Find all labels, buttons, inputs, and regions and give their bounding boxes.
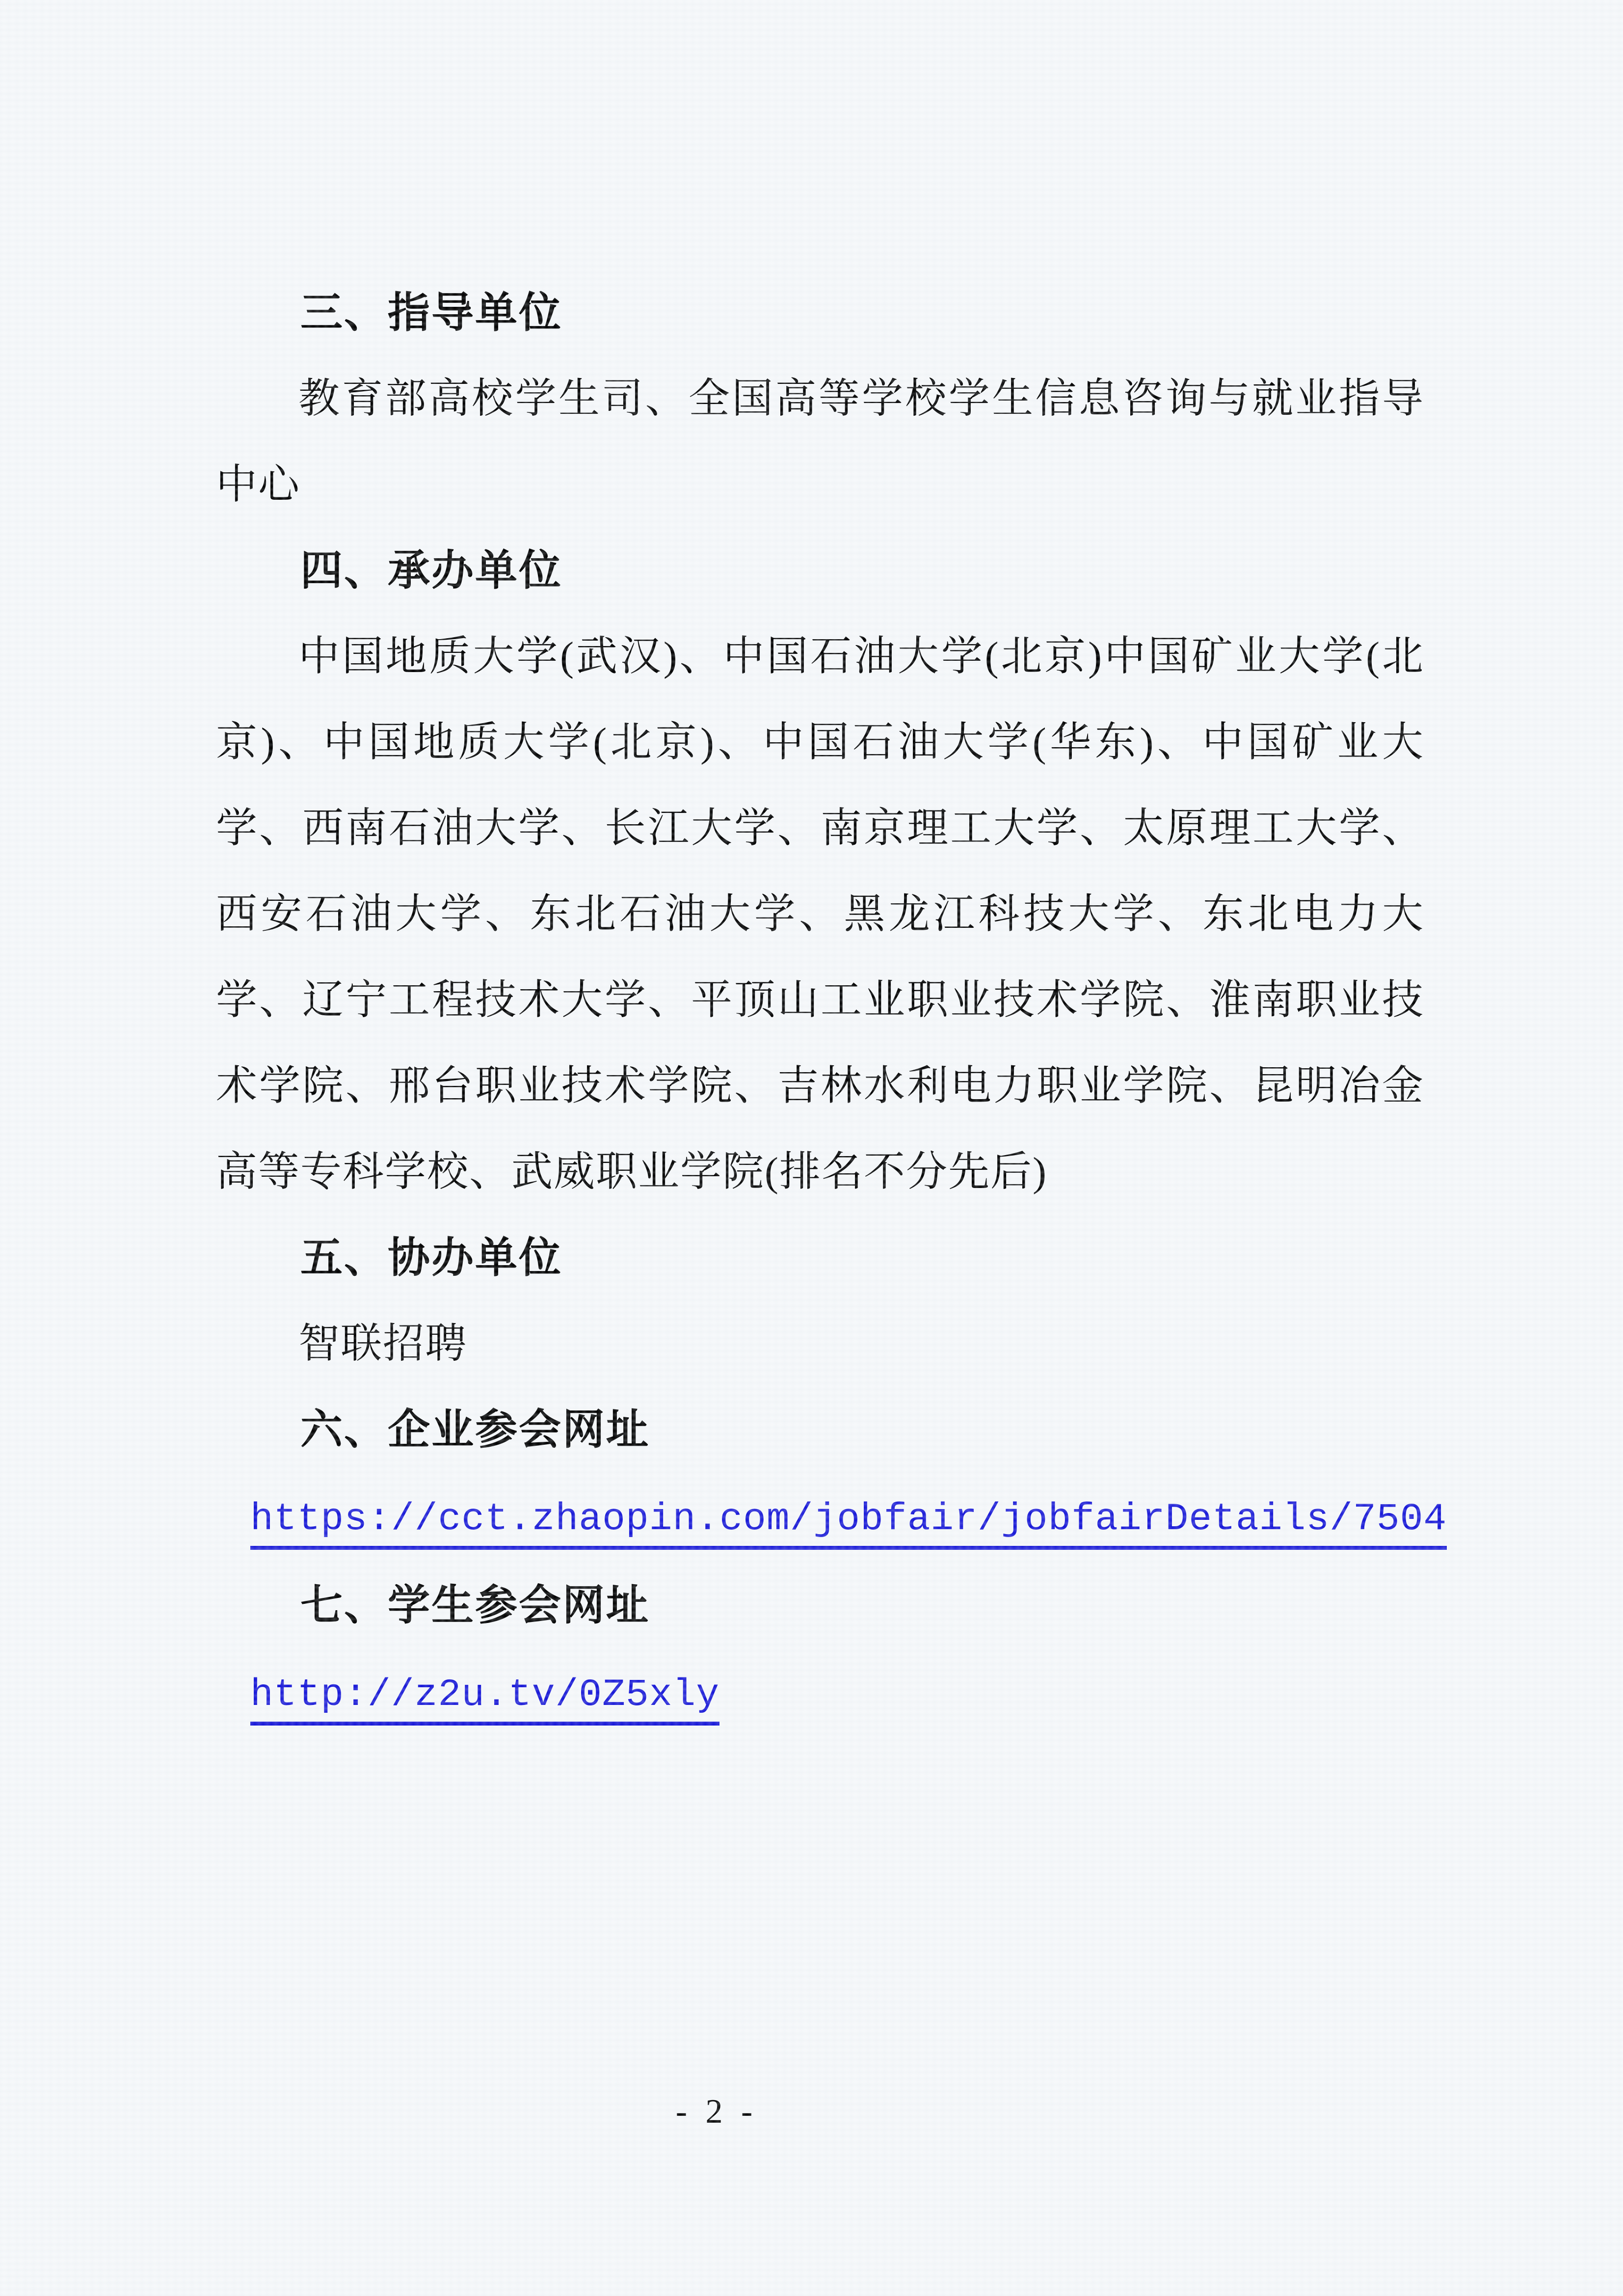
enterprise-url-link[interactable]: https://cct.zhaopin.com/jobfair/jobfairDetails/7504 <box>250 1498 1447 1550</box>
section-heading-enterprise-url: 六、企业参会网址 <box>300 1406 650 1453</box>
enterprise-url-row <box>216 1473 1447 1563</box>
document-body <box>216 270 1447 1738</box>
section-heading-organizing-units: 四、承办单位 <box>300 547 562 594</box>
section-heading-coorganizing-units: 五、协办单位 <box>300 1234 562 1281</box>
coorganizing-units-paragraph: 智联招聘 <box>298 1321 468 1367</box>
section-heading-student-url: 七、学生参会网址 <box>300 1582 650 1629</box>
student-url-row <box>216 1648 1424 1738</box>
guiding-units-paragraph: 教育部高校学生司、全国高等学校学生信息咨询与就业指导中心 <box>216 376 1424 508</box>
student-url-link[interactable]: http://z2u.tv/0Z5xly <box>250 1674 719 1726</box>
page-number: - 2 - <box>675 2093 758 2131</box>
organizing-units-paragraph: 中国地质大学(武汉)、中国石油大学(北京)中国矿业大学(北京)、中国地质大学(北京)、中国石油大学(华东)、中国矿业大学、西南石油大学、长江大学、南京理工大学、太原理工大学、西安石油大学、东北石油大学、黑龙江科技大学、东北电力大学、辽宁工程技术大学、平顶山工业职业技术学院、淮南职业技术学院、邢台职业技术学院、吉林水利电力职业学院、昆明冶金高等专科学校、武威职业学院(排名不分先后) <box>216 634 1424 1195</box>
section-heading-guiding-units: 三、指导单位 <box>300 289 562 336</box>
